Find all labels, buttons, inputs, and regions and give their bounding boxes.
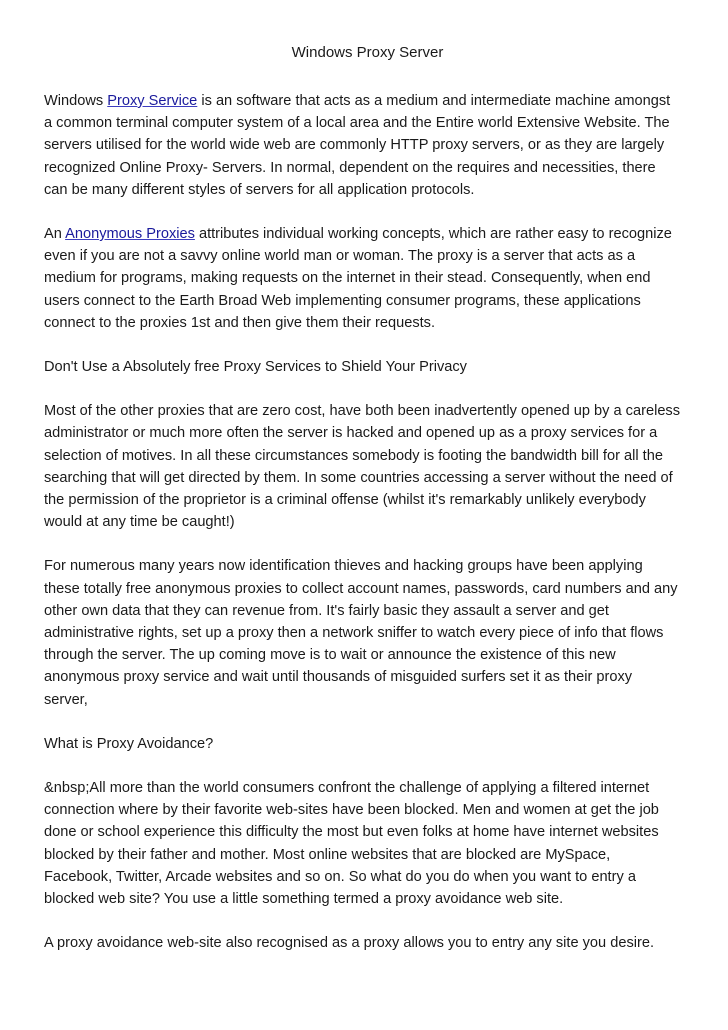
paragraph-line: For numerous many years now identification thieves and hacking groups have been applying — [44, 558, 643, 575]
heading-text: What is Proxy Avoidance? — [44, 735, 214, 752]
section-heading-free-proxy — [44, 356, 688, 378]
text-segment: attributes individual working concepts, which are rather easy to recognize — [194, 226, 672, 243]
paragraph-line: even if you are not a savvy online world man or woman. The proxy is a server that acts as a — [44, 248, 636, 265]
paragraph-line: these totally free anonymous proxies to collect account names, passwords, card numbers and any — [44, 580, 678, 597]
paragraph-filtered-internet — [44, 777, 688, 910]
anonymous-proxies-link[interactable]: Anonymous Proxies — [65, 226, 195, 243]
paragraph-line: connect to the proxies 1st and then give them their requests. — [44, 314, 436, 331]
proxy-service-link[interactable]: Proxy Service — [107, 93, 198, 109]
paragraph-line: selection of motives. In all these circumstances somebody is footing the bandwidth bill for all the — [44, 447, 663, 464]
text-segment: is an software that acts as a medium and intermediate machine amongst — [197, 93, 671, 109]
paragraph-intro — [44, 90, 688, 201]
paragraph-line: can be many different styles of servers for all application protocols. — [44, 181, 475, 198]
paragraph-line: blocked web site? You use a little something termed a proxy avoidance web site. — [44, 891, 564, 908]
paragraph-line — [44, 90, 688, 112]
paragraph-line: other own data that they can revenue from. It's fairly basic they assault a server and get — [44, 602, 609, 619]
paragraph-identity-thieves — [44, 555, 688, 710]
paragraph-line: servers utilised for the world wide web are commonly HTTP proxy servers, or as they are largely — [44, 137, 665, 154]
paragraph-line: recognized Online Proxy- Servers. In normal, dependent on the requires and necessities, there — [44, 159, 656, 176]
paragraph-line: done or school experience this difficulty the most but even folks at home have internet websites — [44, 824, 659, 841]
paragraph-line: through the server. The up coming move is to wait or announce the existence of this new — [44, 647, 616, 664]
paragraph-line: searching that will get directed by them. In some countries accessing a server without the need of — [44, 469, 673, 486]
paragraph-line: Most of the other proxies that are zero cost, have both been inadvertently opened up by a careless — [44, 403, 681, 420]
document-title: Windows Proxy Server — [291, 44, 444, 61]
section-heading-proxy-avoidance — [44, 733, 688, 755]
paragraph-anonymous-proxies — [44, 223, 688, 334]
paragraph-line: the permission of the proprietor is a criminal offense (whilst it's remarkably unlikely everybody — [44, 492, 646, 509]
heading-text: Don't Use a Absolutely free Proxy Services to Shield Your Privacy — [44, 359, 467, 376]
paragraph-line: connection where by their favorite web-sites have been blocked. Men and women at get the job — [44, 802, 659, 819]
paragraph-line: would at any time be caught!) — [44, 514, 235, 531]
paragraph-line: Facebook, Twitter, Arcade websites and so on. So what do you do when you want to entry a — [44, 868, 636, 885]
paragraph-line: A proxy avoidance web-site also recognised as a proxy allows you to entry any site you desire. — [44, 935, 655, 952]
paragraph-line: server, — [44, 691, 88, 708]
paragraph-line: users connect to the Earth Broad Web implementing consumer programs, these applications — [44, 292, 641, 309]
paragraph-line: administrator or much more often the server is hacked and opened up as a proxy services for a — [44, 425, 658, 442]
paragraph-line: a common terminal computer system of a local area and the Entire world Extensive Website. The — [44, 115, 670, 132]
paragraph-line: anonymous proxy service and wait until thousands of misguided surfers set it as their proxy — [44, 669, 633, 686]
text-segment: An — [44, 226, 66, 243]
paragraph-line: blocked by their father and mother. Most online websites that are blocked are MySpace, — [44, 846, 611, 863]
paragraph-free-proxies — [44, 400, 688, 533]
paragraph-line: administrative rights, set up a proxy then a network sniffer to watch every piece of info that flows — [44, 625, 664, 642]
paragraph-line: &nbsp;All more than the world consumers confront the challenge of applying a filtered internet — [44, 780, 650, 797]
paragraph-proxy-avoidance-site — [44, 932, 688, 954]
paragraph-line: medium for programs, making requests on the internet in their stead. Consequently, when end — [44, 270, 651, 287]
paragraph-line — [44, 223, 688, 245]
text-segment: Windows — [44, 93, 108, 109]
